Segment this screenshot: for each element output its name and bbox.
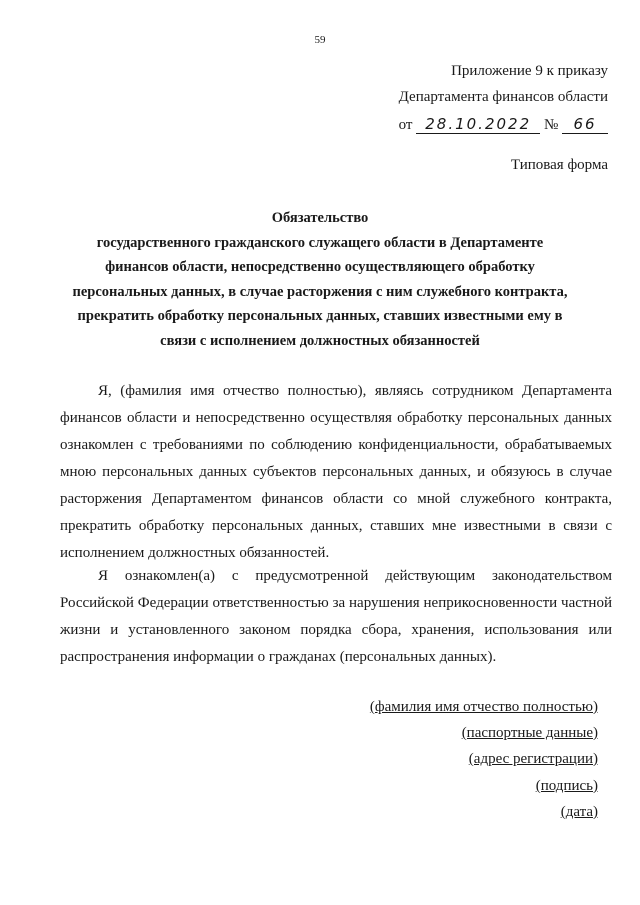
approval-line-appendix: Приложение 9 к приказу (451, 63, 608, 79)
title-line-3: финансов области, непосредственно осуществляющего обработку (105, 259, 535, 275)
signature-field-passport: (паспортные данные) (461, 725, 598, 741)
handwritten-number: 66 (562, 117, 608, 134)
number-prefix: № (543, 117, 559, 133)
handwritten-date: 28.10.2022 (416, 117, 540, 134)
approval-line-date-number (399, 117, 608, 134)
title-line-5: прекратить обработку персональных данных, ставших известными ему в (77, 308, 563, 324)
document-title (40, 206, 600, 353)
title-line-4: персональных данных, в случае расторжения с ним служебного контракта, (72, 283, 568, 300)
paragraph-responsibility: Я ознакомлен(а) с предусмотренной действующим законодательством Российской Федерации ответственностью за нарушения неприкосновенности частной жизни и установленного законом порядка сбора, хранения, использования или распространения информации о гражданах (персональных данных). (60, 568, 612, 665)
signature-field-address: (адрес регистрации) (468, 751, 598, 767)
title-line-6: связи с исполнением должностных обязанностей (160, 332, 480, 349)
form-type-label: Типовая форма (510, 157, 608, 173)
signature-field-full-name: (фамилия имя отчество полностью) (369, 699, 598, 715)
paragraph-obligation: Я, (фамилия имя отчество полностью), являясь сотрудником Департамента финансов области и непосредственно осуществляя обработку персональных данных ознакомлен с требованиями по соблюдению конфиденциальности, обрабатываемых мною персональных данных субъектов персональных данных, и обязуюсь в случае расторжения Департаментом финансов области со мной служебного контракта, прекратить обработку персональных данных, ставших мне известными в связи с исполнением должностных обязанностей. (60, 383, 612, 561)
signature-field-signature: (подпись) (535, 778, 598, 794)
approval-line-department: Департамента финансов области (398, 89, 608, 105)
title-line-2: государственного гражданского служащего области в Департаменте (96, 234, 544, 251)
signature-field-date: (дата) (560, 804, 598, 820)
date-prefix: от (398, 117, 413, 133)
page-number: 59 (314, 34, 326, 46)
title-line-1: Обязательство (271, 210, 369, 226)
